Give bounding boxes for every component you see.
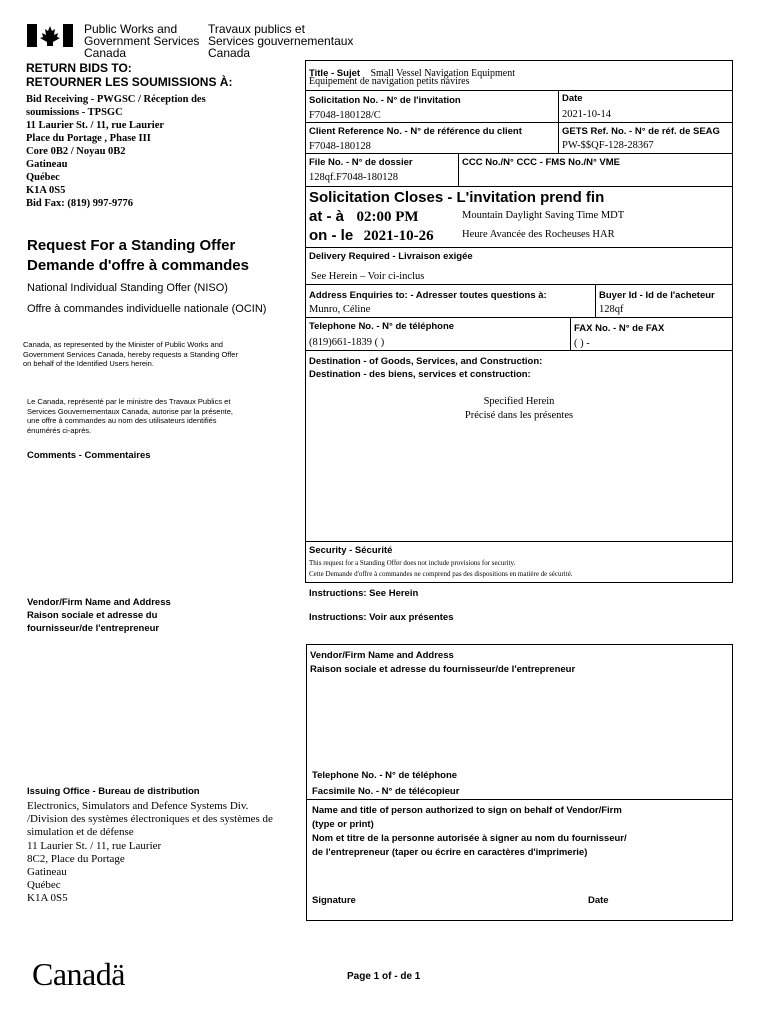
title-value-en: Small Vessel Navigation Equipment (370, 68, 516, 79)
file-number-label: File No. - N° de dossier (309, 157, 413, 168)
issuing-office-address: Electronics, Simulators and Defence Systems Div. /Division des systèmes électroniques et des systèmes de simulation et de défense 11 Laurier St. / 11, rue Laurier 8C2, Place du Portage Gatineau Québec K1A 0S5 (27, 800, 273, 905)
solicitation-closes-label: Solicitation Closes - L'invitation prend fin (309, 189, 605, 206)
destination-value: Specified Herein Précisé dans les présentes (464, 396, 574, 421)
delivery-required-label: Delivery Required - Livraison exigée (309, 251, 473, 262)
instructions-en: Instructions: See Herein (309, 588, 419, 599)
request-paragraph-en: Canada, as represented by the Minister of Public Works and Government Services Canada, hereby requests a Standing Offer on behalf of the Identified Users herein. (23, 340, 238, 368)
buyer-id-label: Buyer Id - Id de l'acheteur (599, 290, 715, 301)
dept-name-en: Canada (84, 46, 127, 60)
dept-name-fr: Canada (208, 46, 251, 60)
signature-label: Signature (312, 895, 356, 906)
dept-name-fr: Services gouvernementaux (208, 34, 354, 48)
authorized-person-label: Name and title of person authorized to sign on behalf of Vendor/Firm (type or print) Nom et titre de la personne autorisée à signer au nom du fournisseur/ de l'entrepreneur (taper ou écrire en caractères d'imprimerie) (312, 805, 627, 858)
client-reference-value: F7048-180128 (309, 141, 371, 152)
closing-time-value: 02:00 PM (356, 209, 419, 225)
return-bids-title-fr: RETOURNER LES SOUMISSIONS À: (26, 75, 233, 89)
telephone-value: (819)661-1839 ( ) (309, 337, 385, 348)
vendor-facsimile-label: Facsimile No. - N° de télécopieur (312, 786, 460, 797)
on-label: on - le (309, 227, 354, 244)
vendor-address-label-fr: Raison sociale et adresse du fournisseur/de l'entrepreneur (310, 664, 576, 675)
title-label: Title - Sujet (309, 68, 361, 79)
request-paragraph-fr: Le Canada, représenté par le ministre des Travaux Publics et Services Gouvernementaux Canada, autorise par la présente, une offre à commandes au nom des utilisateurs identifiés énumérés ci-après. (27, 397, 233, 435)
closing-date (309, 227, 434, 245)
solicitation-number-label: Solicitation No. - N° de l'invitation (309, 95, 461, 106)
telephone-label: Telephone No. - N° de téléphone (309, 321, 455, 332)
return-address: Bid Receiving - PWGSC / Réception des soumissions - TPSGC 11 Laurier St. / 11, rue Laurier Place du Portage , Phase III Core 0B2 / Noyau 0B2 Gatineau Québec K1A 0S5 Bid Fax: (819) 997-9776 (26, 94, 206, 209)
canada-wordmark: Canadä (32, 956, 125, 992)
dept-name-en: Public Works and (84, 22, 178, 36)
issuing-office-label: Issuing Office - Bureau de distribution (27, 786, 200, 797)
vendor-signature-box (306, 644, 733, 921)
timezone-fr: Heure Avancée des Rocheuses HAR (462, 229, 615, 240)
address-enquiries-value: Munro, Céline (309, 304, 371, 315)
buyer-id-value: 128qf (599, 304, 624, 315)
instructions-fr: Instructions: Voir aux présentes (309, 612, 454, 623)
address-enquiries-label: Address Enquiries to: - Adresser toutes questions à: (309, 290, 547, 301)
security-text: This request for a Standing Offer does not include provisions for security. Cette Demande d'offre à commandes ne comprend pas des dispositions en matière de sécurité. (309, 559, 573, 578)
offer-type-en: National Individual Standing Offer (NISO) (27, 282, 228, 294)
vendor-label-left: Vendor/Firm Name and Address Raison sociale et adresse du fournisseur/de l'entrepreneur (27, 597, 171, 634)
return-bids-title-en: RETURN BIDS TO: (26, 61, 132, 75)
closing-time (309, 208, 419, 226)
client-reference-label: Client Reference No. - N° de référence du client (309, 126, 522, 137)
signature-date-label: Date (588, 895, 609, 906)
dept-name-en: Government Services (84, 34, 200, 48)
vendor-telephone-label: Telephone No. - N° de téléphone (312, 770, 458, 781)
canada-flag-logo (27, 24, 73, 47)
request-title-fr: Demande d'offre à commandes (27, 257, 249, 274)
date-value: 2021-10-14 (562, 109, 611, 120)
date-label: Date (562, 93, 583, 104)
fax-label: FAX No. - N° de FAX (574, 323, 665, 334)
solicitation-number-value: F7048-180128/C (309, 110, 381, 121)
title-value-fr: Équipement de navigation petits navires (309, 76, 470, 87)
gets-reference-value: PW-$$QF-128-28367 (562, 140, 654, 151)
gets-reference-label: GETS Ref. No. - N° de réf. de SEAG (562, 126, 720, 137)
comments-label: Comments - Commentaires (27, 450, 151, 461)
fax-value: ( ) - (574, 338, 590, 349)
page-number: Page 1 of - de 1 (347, 971, 421, 982)
closing-date-value: 2021-10-26 (363, 228, 434, 244)
bid-fax: Bid Fax: (819) 997-9776 (26, 198, 134, 209)
security-label: Security - Sécurité (309, 545, 393, 556)
offer-type-fr: Offre à commandes individuelle nationale (OCIN) (27, 303, 267, 315)
dept-name-fr: Travaux publics et (208, 22, 305, 36)
timezone-en: Mountain Daylight Saving Time MDT (462, 210, 625, 221)
at-label: at - à (309, 208, 345, 225)
delivery-required-value: See Herein – Voir ci-inclus (311, 271, 425, 282)
destination-label: Destination - of Goods, Services, and Construction: Destination - des biens, services et construction: (309, 356, 543, 380)
ccc-number-label: CCC No./N° CCC - FMS No./N° VME (462, 157, 621, 168)
file-number-value: 128qf.F7048-180128 (309, 172, 398, 183)
vendor-address-label-en: Vendor/Firm Name and Address (310, 650, 454, 661)
request-title-en: Request For a Standing Offer (27, 237, 236, 254)
